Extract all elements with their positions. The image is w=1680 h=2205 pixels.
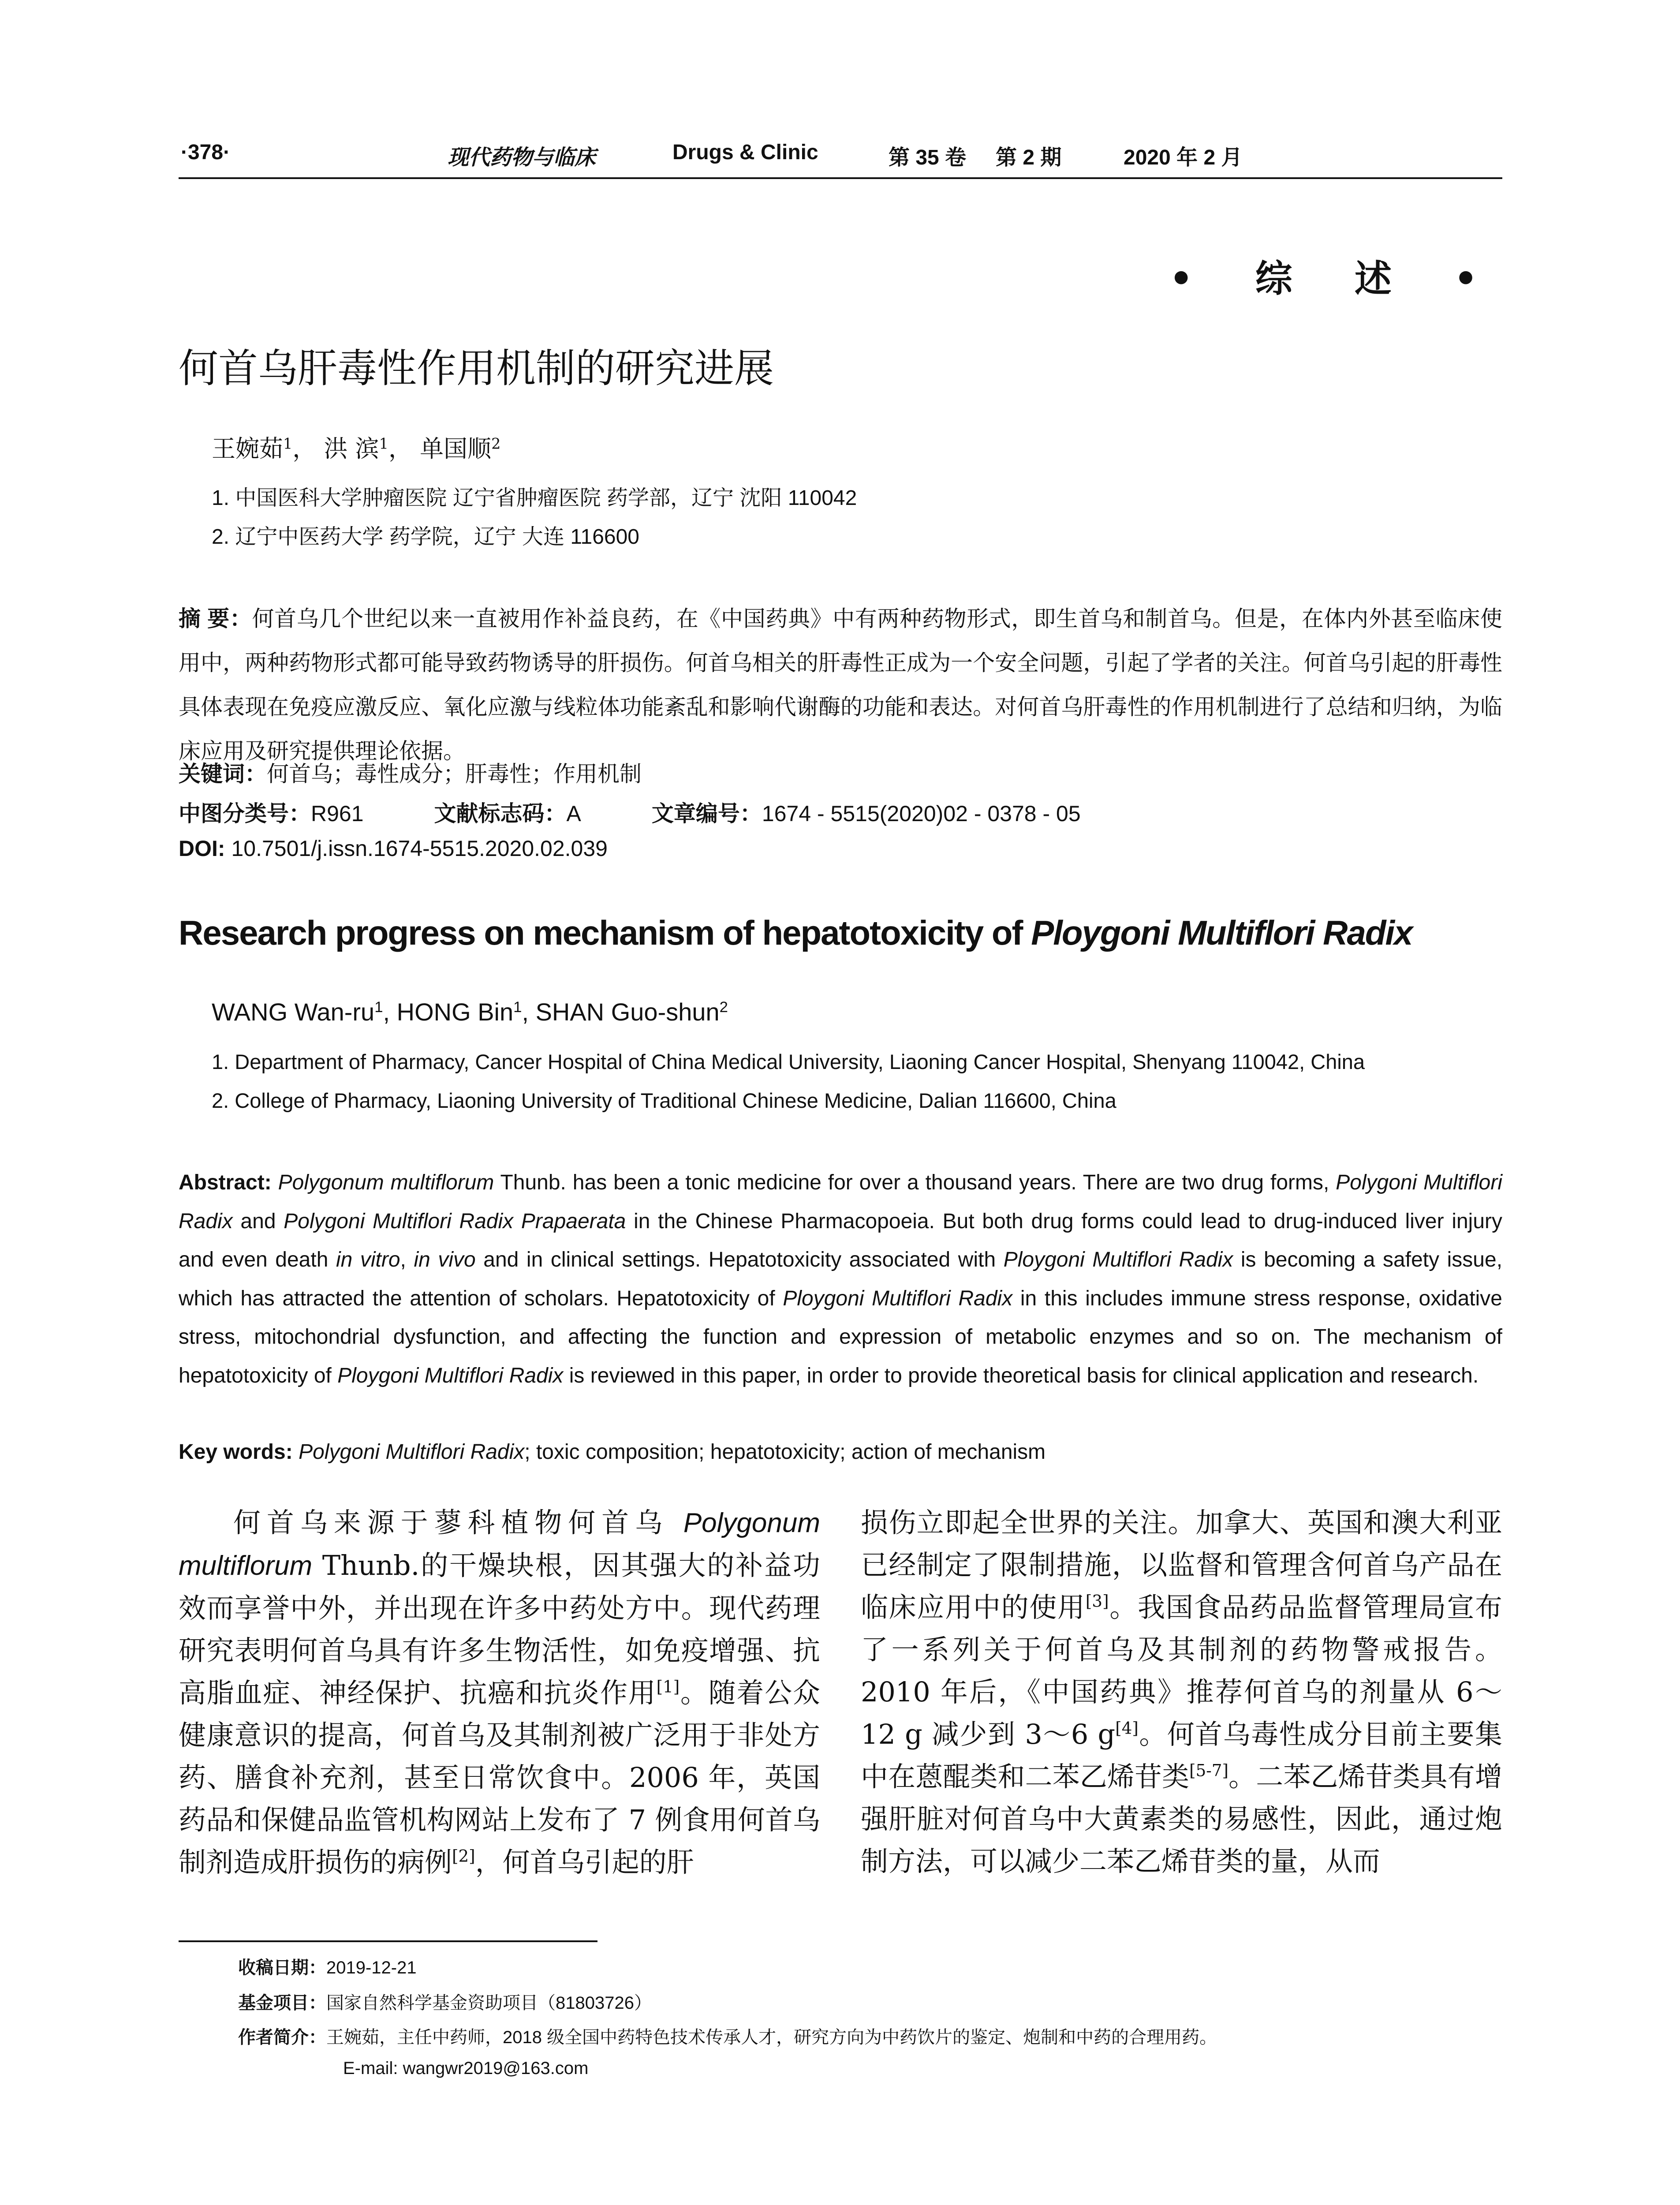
species-name: Polygonum multiflorum <box>278 1171 494 1194</box>
abstract-cn-label: 摘 要： <box>179 606 252 631</box>
article-title-cn: 何首乌肝毒性作用机制的研究进展 <box>179 347 774 391</box>
citation: [1] <box>656 1677 680 1697</box>
doi-label: DOI: <box>179 836 225 861</box>
authors-en: WANG Wan-$ru^1$, HONG Bin$^1$, SHAN Guo-shun$^2$ <box>212 998 728 1026</box>
received-value: 2019-12-21 <box>326 1958 417 1977</box>
affiliation-en-2: 2. College of Pharmacy, Liaoning University of Traditional Chinese Medicine, Dalian 116600, China <box>212 1089 1116 1112</box>
body-text: 损伤立即起全世界的关注。加拿大、英国和澳大利亚已经制定了限制措施，以监督和管理含何首乌产品在临床应用中的使用 <box>861 1506 1502 1623</box>
abstract-en-text: , <box>400 1248 414 1271</box>
author-name: HONG Bin <box>396 998 514 1026</box>
abstract-en-label: Abstract: <box>179 1171 272 1194</box>
author-bio <box>238 2023 1217 2048</box>
abstract-en-text: and in clinical settings. Hepatotoxicity associated with <box>475 1248 1004 1271</box>
drug-name: Ploygoni Multiflori Radix <box>783 1286 1013 1310</box>
issue-date: 2020 年 2 月 <box>1124 146 1243 169</box>
doi-line <box>179 836 608 861</box>
author-name: 王婉茹 <box>212 435 283 463</box>
body-text: 。何首乌毒性成分目前主要集中在蒽醌类和二苯乙烯苷类 <box>861 1718 1502 1793</box>
drug-name: Ploygoni Multiflori Radix <box>337 1364 564 1387</box>
abstract-cn-text: 何首乌几个世纪以来一直被用作补益良药，在《中国药典》中有两种药物形式，即生首乌和制首乌。但是，在体内外甚至临床使用中，两种药物形式都可能导致药物诱导的肝损伤。何首乌相关的肝毒性正成为一个安全问题，引起了学者的关注。何首乌引起的肝毒性具体表现在免疫应激反应、氧化应激与线粒体功能紊乱和影响代谢酶的功能和表达。对何首乌肝毒性的作用机制进行了总结和归纳，为临床应用及研究提供理论依据。 <box>179 606 1502 763</box>
citation: [3] <box>1085 1591 1109 1611</box>
author-name: SHAN Guo-shun <box>535 998 720 1026</box>
citation: [4] <box>1115 1718 1139 1738</box>
article-title-en <box>179 913 1412 953</box>
footnote-rule <box>179 1940 597 1942</box>
abstract-en <box>179 1163 1502 1395</box>
abstract-en-text: is becoming a safety issue, which has attracted the attention of scholars. Hepatotoxicity of <box>179 1248 1503 1310</box>
doc-code-label: 文献标志码： <box>434 801 567 826</box>
classification-line <box>179 796 1081 828</box>
fund-label: 基金项目： <box>238 1993 326 2013</box>
clc-value: R961 <box>311 801 364 826</box>
affiliation-cn-1: 1. 中国医科大学肿瘤医院 辽宁省肿瘤医院 药学部，辽宁 沈阳 110042 <box>212 486 857 510</box>
bio-label: 作者简介： <box>238 2028 326 2047</box>
latin-term: in vivo <box>414 1248 476 1271</box>
keywords-cn-label: 关键词： <box>179 762 267 786</box>
title-en-italic: Ploygoni Multiflori Radix <box>1031 913 1412 952</box>
authors-cn: 王婉茹$^1$， 洪 滨$^1$， 单国顺$^2$ <box>212 435 501 463</box>
author-name: WANG Wan-ru <box>212 998 375 1026</box>
latin-term: in vitro <box>336 1248 400 1271</box>
body-text: 。二苯乙烯苷类具有增强肝脏对何首乌中大黄素类的易感性，因此，通过炮制方法，可以减少二苯乙烯苷类的量，从而 <box>861 1760 1502 1877</box>
keywords-en-text: ; toxic composition; hepatotoxicity; action of mechanism <box>524 1440 1046 1464</box>
page-number: ·378· <box>181 141 231 164</box>
clc-label: 中图分类号： <box>179 801 311 826</box>
author-name: 单国顺 <box>420 435 492 463</box>
drug-name: Ploygoni Multiflori Radix <box>1003 1248 1233 1271</box>
journal-name-cn: 现代药物与临床 <box>448 145 596 170</box>
keywords-en-italic: Polygoni Multiflori Radix <box>299 1440 525 1464</box>
journal-name-en: Drugs & Clinic <box>672 141 818 164</box>
keywords-en <box>179 1440 1045 1464</box>
title-en-main: Research progress on mechanism of hepatotoxicity of <box>179 913 1031 952</box>
author-sup: 1 <box>283 435 293 452</box>
article-id-value: 1674 - 5515(2020)02 - 0378 - 05 <box>762 801 1081 826</box>
received-date <box>238 1954 417 1979</box>
author-sup: 2 <box>719 998 728 1016</box>
body-text: 。随着公众健康意识的提高，何首乌及其制剂被广泛用于非处方药、膳食补充剂，甚至日常饮食中。2006 年，英国药品和保健品监管机构网站上发布了 7 例食用何首乌制剂造成肝损伤的病例 <box>179 1677 820 1878</box>
body-text: Thunb.的干燥块根，因其强大的补益功效而享誉中外，并出现在许多中药处方中。现代药理研究表明何首乌具有许多生物活性，如免疫增强、抗高脂血症、神经保护、抗癌和抗炎作用 <box>179 1549 820 1709</box>
issue: 第 2 期 <box>996 146 1062 169</box>
received-label: 收稿日期： <box>238 1958 326 1977</box>
species-name: Polygonum multiflorum <box>179 1508 820 1581</box>
body-text: ，何首乌引起的肝 <box>475 1846 694 1878</box>
abstract-en-text: is reviewed in this paper, in order to provide theoretical basis for clinical application and research. <box>563 1364 1479 1387</box>
abstract-en-text: in the Chinese Pharmacopoeia. But both drug forms could lead to drug-induced liver injury and even death <box>179 1209 1503 1271</box>
keywords-cn-text: 何首乌；毒性成分；肝毒性；作用机制 <box>267 762 642 786</box>
doc-code-value: A <box>566 801 581 826</box>
author-sup: 1 <box>374 998 383 1016</box>
fund-info <box>238 1989 652 2014</box>
header-rule <box>179 177 1502 179</box>
citation: [5-7] <box>1189 1760 1229 1780</box>
article-id-label: 文章编号： <box>651 801 762 826</box>
author-name: 洪 滨 <box>324 435 379 463</box>
email: E-mail: wangwr2019@163.com <box>343 2059 589 2078</box>
affiliation-cn-2: 2. 辽宁中医药大学 药学院，辽宁 大连 116600 <box>212 525 639 549</box>
doi-value: 10.7501/j.issn.1674-5515.2020.02.039 <box>231 836 608 861</box>
drug-name: Polygoni Multiflori Radix Prapaerata <box>284 1209 626 1233</box>
drug-name: Polygoni Multiflori Radix <box>179 1171 1502 1233</box>
keywords-cn <box>179 756 642 788</box>
fund-value: 国家自然科学基金资助项目（81803726） <box>326 1993 652 2013</box>
body-text: 何首乌来源于蓼科植物何首乌 <box>233 1506 683 1539</box>
body-column-left <box>179 1502 820 1884</box>
author-sup: 1 <box>513 998 522 1016</box>
bio-value: 王婉茹，主任中药师，2018 级全国中药特色技术传承人才，研究方向为中药饮片的鉴定、炮制和中药的合理用药。 <box>326 2028 1217 2047</box>
abstract-en-text: Thunb. has been a tonic medicine for over a thousand years. There are two drug forms, <box>494 1171 1336 1194</box>
affiliation-en-1: 1. Department of Pharmacy, Cancer Hospital of China Medical University, Liaoning Cancer Hospital, Shenyang 110042, China <box>212 1050 1365 1073</box>
author-sup: 2 <box>491 435 501 452</box>
keywords-en-label: Key words: <box>179 1440 293 1464</box>
body-column-right <box>861 1502 1502 1883</box>
volume: 第 35 卷 <box>889 146 967 169</box>
abstract-cn <box>179 597 1502 773</box>
author-sup: 1 <box>379 435 388 452</box>
citation: [2] <box>452 1846 475 1866</box>
abstract-en-text: in this includes immune stress response, oxidative stress, mitochondrial dysfunction, and affecting the function and expression of metabolic enzymes and so on. The mechanism of hepatotoxicity of <box>179 1286 1502 1387</box>
abstract-en-text: and <box>232 1209 284 1233</box>
body-text: 。我国食品药品监督管理局宣布了一系列关于何首乌及其制剂的药物警戒报告。2010 年后，《中国药典》推荐何首乌的剂量从 6～12 g 减少到 3～6 g <box>861 1591 1502 1750</box>
section-label: • 综 述 • <box>1169 257 1502 300</box>
